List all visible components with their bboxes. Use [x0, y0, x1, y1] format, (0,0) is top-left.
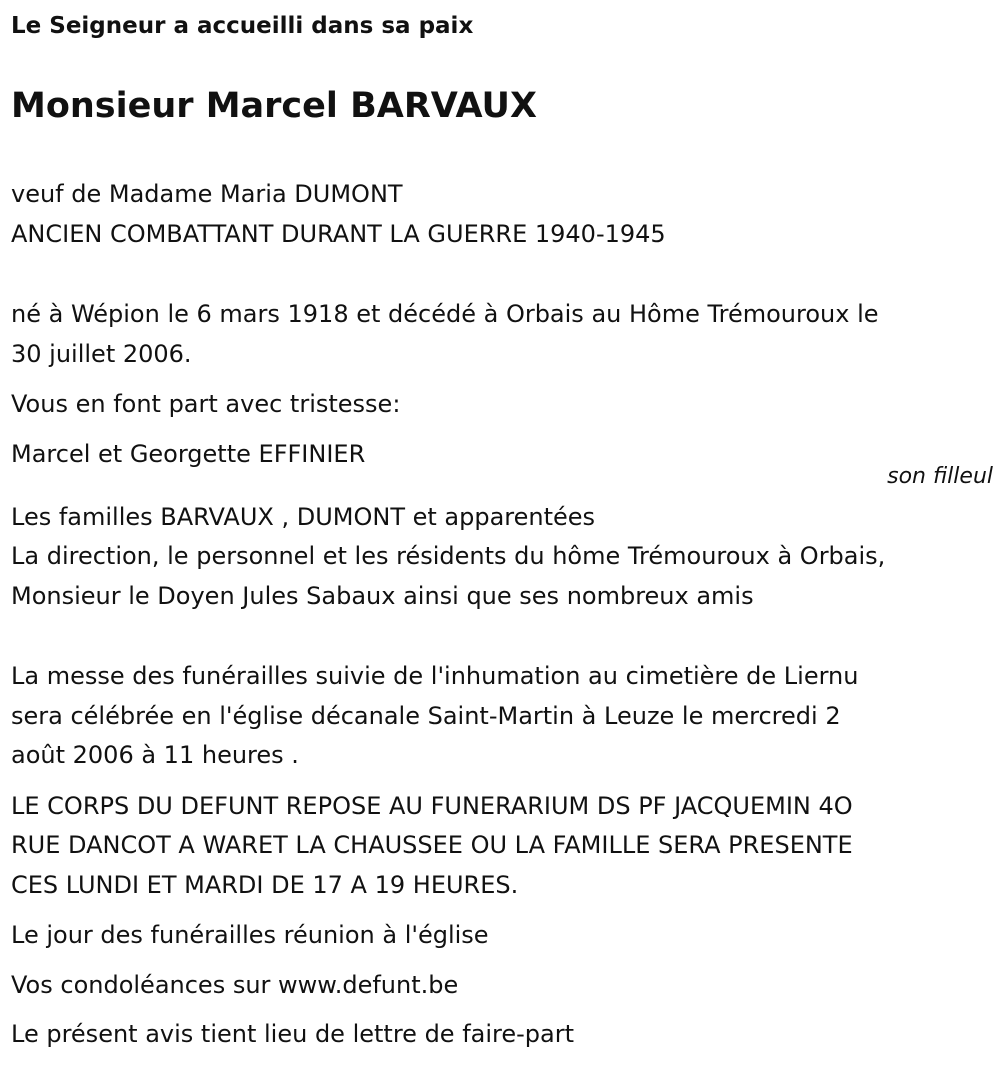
closing-line: Le présent avis tient lieu de lettre de faire-part: [11, 1020, 575, 1048]
repose-line: RUE DANCOT A WARET LA CHAUSSEE OU LA FAMILLE SERA PRESENTE: [11, 831, 853, 859]
repose-line: LE CORPS DU DEFUNT REPOSE AU FUNERARIUM DS PF JACQUEMIN 4O: [11, 792, 853, 820]
meeting-line: Le jour des funérailles réunion à l'église: [11, 921, 489, 949]
condolences-line: Vos condoléances sur www.defunt.be: [11, 971, 459, 999]
godson-relation: son filleul: [887, 464, 993, 489]
godson-name: Marcel et Georgette EFFINIER: [11, 440, 366, 468]
mass-line: août 2006 à 11 heures .: [11, 741, 299, 769]
family-line: Monsieur le Doyen Jules Sabaux ainsi que ses nombreux amis: [11, 582, 754, 610]
spouse-line: veuf de Madame Maria DUMONT: [11, 180, 403, 208]
family-line: La direction, le personnel et les résidents du hôme Trémouroux à Orbais,: [11, 542, 886, 570]
announcement-line: Vous en font part avec tristesse:: [11, 390, 401, 418]
birth-death-line: 30 juillet 2006.: [11, 340, 192, 368]
family-line: Les familles BARVAUX , DUMONT et apparentées: [11, 503, 596, 531]
birth-death-line: né à Wépion le 6 mars 1918 et décédé à Orbais au Hôme Trémouroux le: [11, 300, 879, 328]
veteran-line: ANCIEN COMBATTANT DURANT LA GUERRE 1940-1945: [11, 220, 666, 248]
mass-line: sera célébrée en l'église décanale Saint-Martin à Leuze le mercredi 2: [11, 702, 841, 730]
intro-heading: Le Seigneur a accueilli dans sa paix: [11, 13, 474, 39]
mass-line: La messe des funérailles suivie de l'inhumation au cimetière de Liernu: [11, 662, 859, 690]
deceased-name: Monsieur Marcel BARVAUX: [11, 86, 537, 126]
repose-line: CES LUNDI ET MARDI DE 17 A 19 HEURES.: [11, 871, 519, 899]
